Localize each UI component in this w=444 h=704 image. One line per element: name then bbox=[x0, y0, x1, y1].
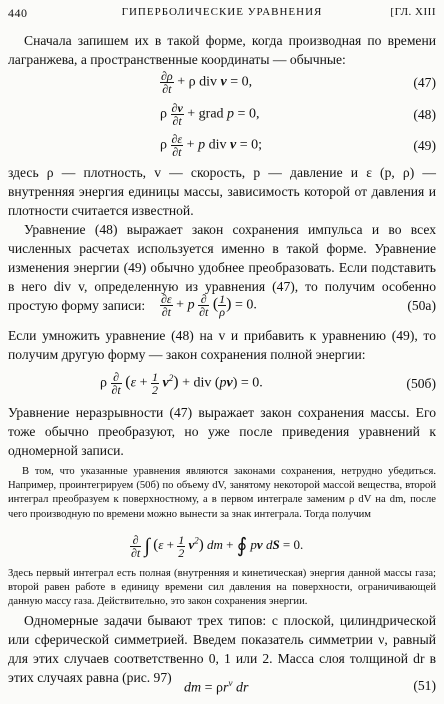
paragraph-notation: здесь ρ — плотность, v — скорость, p — давление и ε (p, ρ) — внутренняя энергия единицы массы, зависимость которой от давления и плотности считается известной. bbox=[8, 165, 436, 218]
equation-number-49: (49) bbox=[413, 138, 436, 153]
running-header bbox=[8, 6, 436, 22]
equation-50a: $\frac{\partial\varepsilon}{\partial t}$ + p $\frac{\partial}{\partial t}$ ( $\frac{1}{\rho}$ ) = 0. (50а) bbox=[161, 292, 436, 319]
equation-50b: ρ $\frac{\partial}{\partial t}$ (ε + $\frac{1}{2}$ $v^2$) + div (pv) = 0. (50б) bbox=[100, 370, 436, 397]
running-title: ГИПЕРБОЛИЧЕСКИЕ УРАВНЕНИЯ bbox=[121, 6, 323, 18]
small-print-conclusion: Здесь первый интеграл есть полная (внутренняя и кинетическая) энергия данной массы газа; второй равен работе в единицу времени сил давления на поверхности, ограничивающей данную массу газа. Действительно, это закон сохранения энергии. bbox=[8, 568, 436, 608]
equation-number-51: (51) bbox=[413, 678, 436, 693]
paragraph-intro: Сначала запишем их в такой форме, когда производная по времени лагранжева, а пространственные координаты — обычные: bbox=[8, 33, 436, 67]
chapter-label: [ГЛ. XIII bbox=[390, 6, 436, 18]
equation-49: ρ $\frac{\partial\varepsilon}{\partial t}$ + p div v = 0; (49) bbox=[160, 132, 436, 159]
equation-number-50b: (50б) bbox=[406, 376, 436, 391]
paragraph-continuity: Уравнение неразрывности (47) выражает закон сохранения массы. Его тоже обычно преобразуют, но уже после приведения уравнений к одномерной записи. bbox=[8, 405, 436, 458]
paragraph-momentum: Уравнение (48) выражает закон сохранения импульса и во всех численных расчетах используется именно в такой форме. Уравнение изменения энергии (49) обычно удобнее преобразовать. Если подставить в него div v, определенную из уравнения (47), то получим особенно простую форму записи: bbox=[8, 222, 436, 313]
equation-47: $\frac{\partial\rho}{\partial t}$ + ρ div v = 0, (47) bbox=[161, 69, 436, 96]
paragraph-one-dimensional: Одномерные задачи бывают трех типов: с плоской, цилиндрической или сферической симметрией. Введем показатель симметрии ν, равный для этих случаев соответственно 0, 1 или 2. Масса слоя толщиной dr в этих случаях равна (рис. 97) bbox=[8, 613, 436, 685]
small-print-note: В том, что указанные уравнения являются законами сохранения, нетрудно убедиться. Например, проинтегрируем (50б) по объему dV, занятому некоторой массой вещества, второй интеграл преобразуем к поверхностному, а в первом интеграле заменим ρ dV на dm, после чего производную по времени можно вынести за знак интеграла. Тогда получим bbox=[8, 466, 436, 520]
paragraph-energy: Если умножить уравнение (48) на v и прибавить к уравнению (49), то получим другую форму — закон сохранения полной энергии: bbox=[8, 328, 436, 362]
equation-number-50a: (50а) bbox=[407, 298, 436, 313]
equation-48: ρ $\frac{\partial v}{\partial t}$ + grad p = 0, (48) bbox=[160, 101, 436, 128]
equation-51: dm = $\rho r^\nu$ dr (51) bbox=[184, 678, 436, 696]
equation-integral: $\frac{\partial}{\partial t}$ ∫ (ε + $\frac{1}{2}$ $v^2$) dm + ∮ pv dS = 0. bbox=[131, 532, 304, 560]
equation-number-47: (47) bbox=[413, 75, 436, 90]
equation-number-48: (48) bbox=[413, 107, 436, 122]
page-number: 440 bbox=[8, 6, 28, 20]
